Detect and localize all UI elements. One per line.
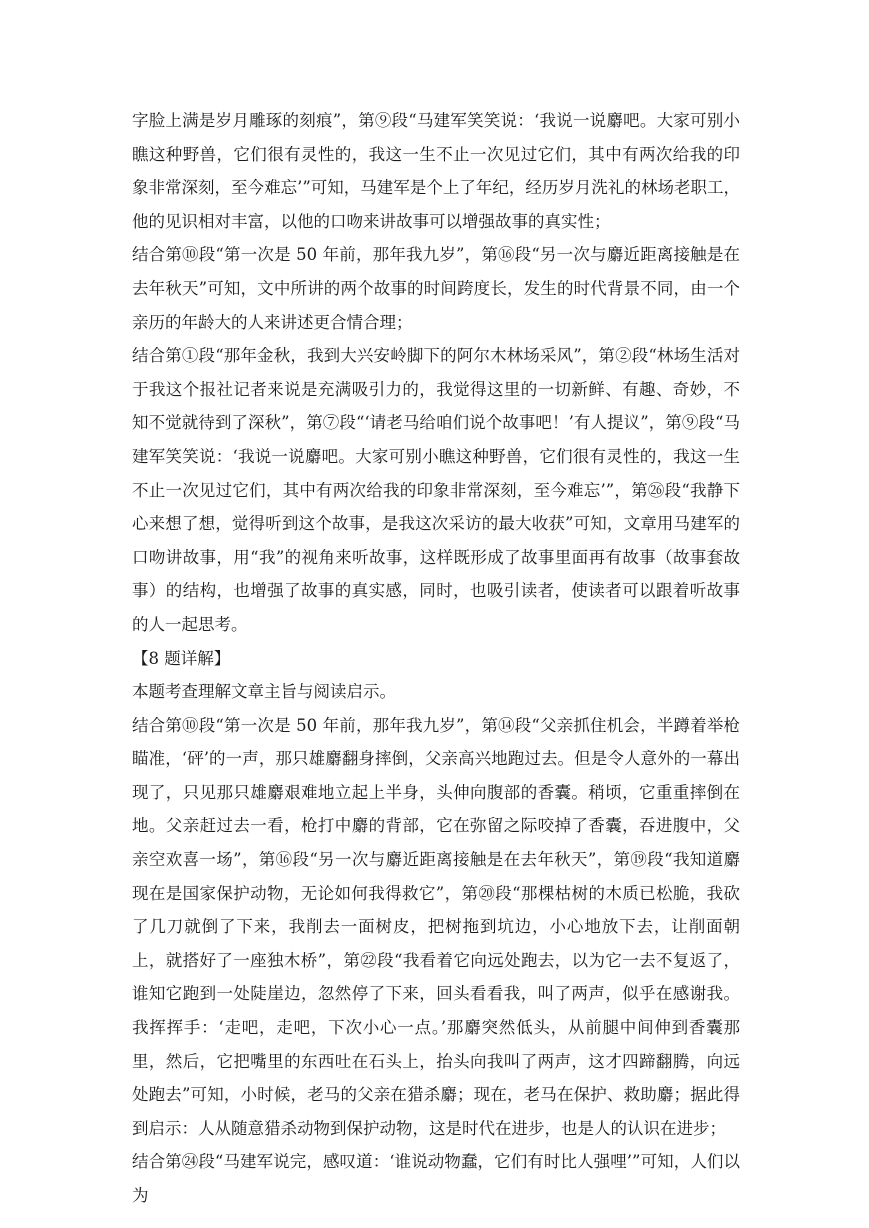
section-paragraph-2: 结合第⑩段“第一次是 50 年前，那年我九岁”，第⑭段“父亲抓住机会，半蹲着举枪瞄准，‘砰’的一声，那只雄麝翻身摔倒，父亲高兴地跑过去。但是令人意外的一幕出现了，只见那只雄麝艰难地立起上半身，头伸向腹部的香囊。稍顷，它重重摔倒在地。父亲赶过去一看，枪打中麝的背部，它在弥留之际咬掉了香囊，吞进腹中，父亲空欢喜一场”，第⑯段“另一次与麝近距离接触是在去年秋天”，第⑲段“我知道麝现在是国家保护动物，无论如何我得救它”，第⑳段“那棵枯树的木质已松脆，我砍了几刀就倒了下来，我削去一面树皮，把树拖到坑边，小心地放下去，让削面朝上，就搭好了一座独木桥”，第㉒段“我看着它向远处跑去，以为它一去不复返了，谁知它跑到一处陡崖边，忽然停了下来，回头看看我，叫了两声，似乎在感谢我。我挥挥手：‘走吧，走吧，下次小心一点。’那麝突然低头，从前腿中间伸到香囊那里，然后，它把嘴里的东西吐在石头上，抬头向我叫了两声，这才四蹄翻腾，向远处跑去”可知，小时候，老马的父亲在猎杀麝；现在，老马在保护、救助麝；据此得到启示：人从随意猎杀动物到保护动物，这是时代在进步，也是人的认识在进步；: [132, 715, 740, 1138]
section-heading-q8: 【8 题详解】: [132, 648, 231, 668]
paragraph-1: 字脸上满是岁月雕琢的刻痕”，第⑨段“马建军笑笑说：‘我说一说麝吧。大家可别小瞧这种野兽，它们很有灵性的，我这一生不止一次见过它们，其中有两次给我的印象非常深刻，至今难忘’”可知，马建军是个上了年纪，经历岁月洗礼的林场老职工，他的见识相对丰富，以他的口吻来讲故事可以增强故事的真实性；: [132, 111, 740, 231]
document-page: [132, 104, 740, 1213]
section-paragraph-3: 结合第㉔段“马建军说完，感叹道：‘谁说动物蠢，它们有时比人强哩’”可知，人们以为: [132, 1152, 740, 1205]
paragraph-2: 结合第⑩段“第一次是 50 年前，那年我九岁”，第⑯段“另一次与麝近距离接触是在去年秋天”可知，文中所讲的两个故事的时间跨度长，发生的时代背景不同，由一个亲历的年龄大的人来讲述更合情合理；: [132, 245, 740, 332]
section-paragraph-1: 本题考查理解文章主旨与阅读启示。: [132, 682, 396, 702]
paragraph-3: 结合第①段“那年金秋，我到大兴安岭脚下的阿尔木林场采风”，第②段“林场生活对于我这个报社记者来说是充满吸引力的，我觉得这里的一切新鲜、有趣、奇妙，不知不觉就待到了深秋”，第⑦段“‘请老马给咱们说个故事吧！’有人提议”，第⑨段“马建军笑笑说：‘我说一说麝吧。大家可别小瞧这种野兽，它们很有灵性的，我这一生不止一次见过它们，其中有两次给我的印象非常深刻，至今难忘’”，第㉖段“我静下心来想了想，觉得听到这个故事，是我这次采访的最大收获”可知，文章用马建军的口吻讲故事，用“我”的视角来听故事，这样既形成了故事里面再有故事（故事套故事）的结构，也增强了故事的真实感，同时，也吸引读者，使读者可以跟着听故事的人一起思考。: [132, 346, 740, 634]
